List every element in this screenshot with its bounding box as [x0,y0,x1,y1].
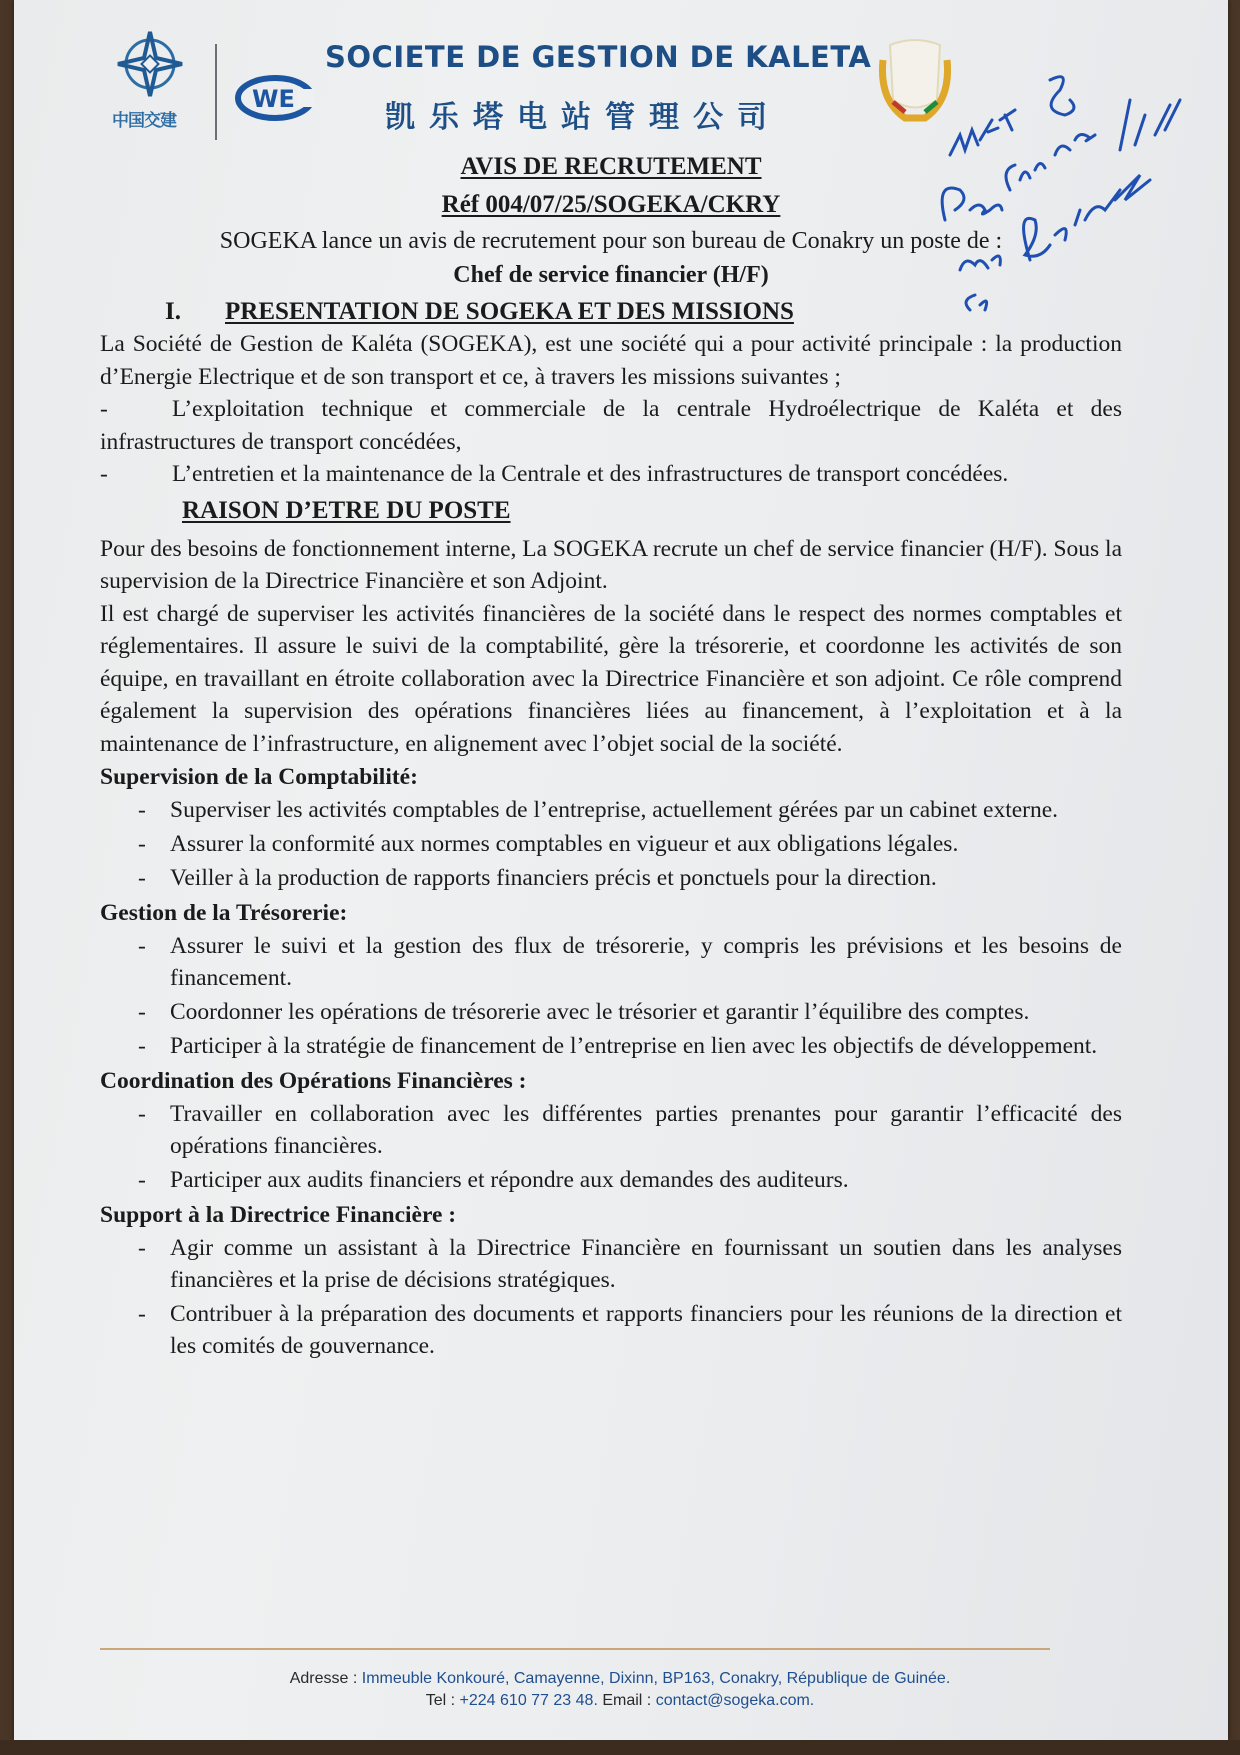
letterhead [110,20,990,150]
list-item: - Assurer la conformité aux normes comptables en vigueur et aux obligations légales. [138,831,959,857]
section-2-paragraph-1: Pour des besoins de fonctionnement interne, La SOGEKA recrute un chef de service financier (H/F). Sous la supervision de la Directrice Financière et son Adjoint. [100,535,1122,594]
job-title: Chef de service financier (H/F) [453,262,769,288]
list-item: - Coordonner les opérations de trésorerie avec le trésorier et garantir l’équilibre des comptes. [138,999,1030,1025]
footer-address-line: Adresse : Immeuble Konkouré, Camayenne, Dixinn, BP163, Conakry, République de Guinée. [289,1670,951,1687]
section-1-paragraph: La Société de Gestion de Kaléta (SOGEKA), est une société qui a pour activité principale : la production d’Energie Electrique et de son transport et ce, à travers les missions suivantes ; [100,331,1122,390]
list-item: - Agir comme un assistant à la Directrice Financière en fournissant un soutien dans les analyses financières et la prise de décisions stratégiques. [138,1235,1122,1293]
list-item: - Veiller à la production de rapports financiers précis et ponctuels pour la direction. [138,865,937,891]
list-item: - Superviser les activités comptables de l’entreprise, actuellement gérées par un cabinet externe. [138,797,1059,823]
cwe-logo-icon [235,75,315,121]
header-divider [215,44,217,140]
document-body [100,150,1122,1364]
list-item: - Participer aux audits financiers et répondre aux demandes des auditeurs. [138,1167,849,1193]
group-heading-comptabilite: Supervision de la Comptabilité: [100,764,418,790]
section-1-heading: I. PRESENTATION DE SOGEKA ET DES MISSIONS [165,298,794,325]
mission-item: - L’exploitation technique et commerciale de la centrale Hydroélectrique de Kaléta et des infrastructures de transport concédées, [100,396,1122,455]
mission-item: - L’entretien et la maintenance de la Centrale et des infrastructures de transport concédées. [100,461,1009,487]
section-2-paragraph-2: Il est chargé de superviser les activités financières de la société dans le respect des normes comptables et réglementaires. Il assure le suivi de la comptabilité, gère la trésorerie, et coordonne les activités de son équipe, en travaillant en étroite collaboration avec la Directrice Financière et son adjoint. Ce rôle comprend également la supervision des opérations financières liées au financement, à l’exploitation et à la maintenance de l’infrastructure, en alignement avec l’objet social de la société. [100,600,1122,757]
group-heading-tresorerie: Gestion de la Trésorerie: [100,900,348,926]
footer-email: contact@sogeka.com. [655,1692,815,1709]
footer [0,1668,1240,1712]
svg-text:WE: WE [252,85,295,113]
notice-title: AVIS DE RECRUTEMENT [460,153,762,180]
crcc-logo-text: 中国交建 [112,111,176,131]
list-item: - Contribuer à la préparation des documents et rapports financiers pour les réunions de la direction et les comités de gouvernance. [138,1301,1122,1359]
footer-divider [100,1648,1050,1650]
footer-phone: +224 610 77 23 48. [459,1692,598,1709]
notice-intro: SOGEKA lance un avis de recrutement pour son bureau de Conakry un poste de : [219,228,1003,254]
list-item: - Travailler en collaboration avec les différentes parties prenantes pour garantir l’efficacité des opérations financières. [138,1101,1122,1159]
section-2-heading: RAISON D’ETRE DU POSTE [182,496,511,524]
list-item: - Assurer le suivi et la gestion des flux de trésorerie, y compris les prévisions et les besoins de financement. [138,933,1122,991]
company-name-cn: 凯乐塔电站管理公司 [385,100,781,135]
company-name-fr: SOCIETE DE GESTION DE KALETA [325,40,872,74]
group-heading-coordination: Coordination des Opérations Financières : [100,1068,527,1094]
footer-contact-line: Tel : +224 610 77 23 48. Email : contact@sogeka.com. [425,1692,815,1709]
background-table-edge-bottom [0,1740,1240,1755]
list-item: - Participer à la stratégie de financement de l’entreprise en lien avec les objectifs de développement. [138,1033,1098,1059]
notice-reference: Réf 004/07/25/SOGEKA/CKRY [441,191,781,218]
group-heading-support: Support à la Directrice Financière : [100,1202,457,1228]
